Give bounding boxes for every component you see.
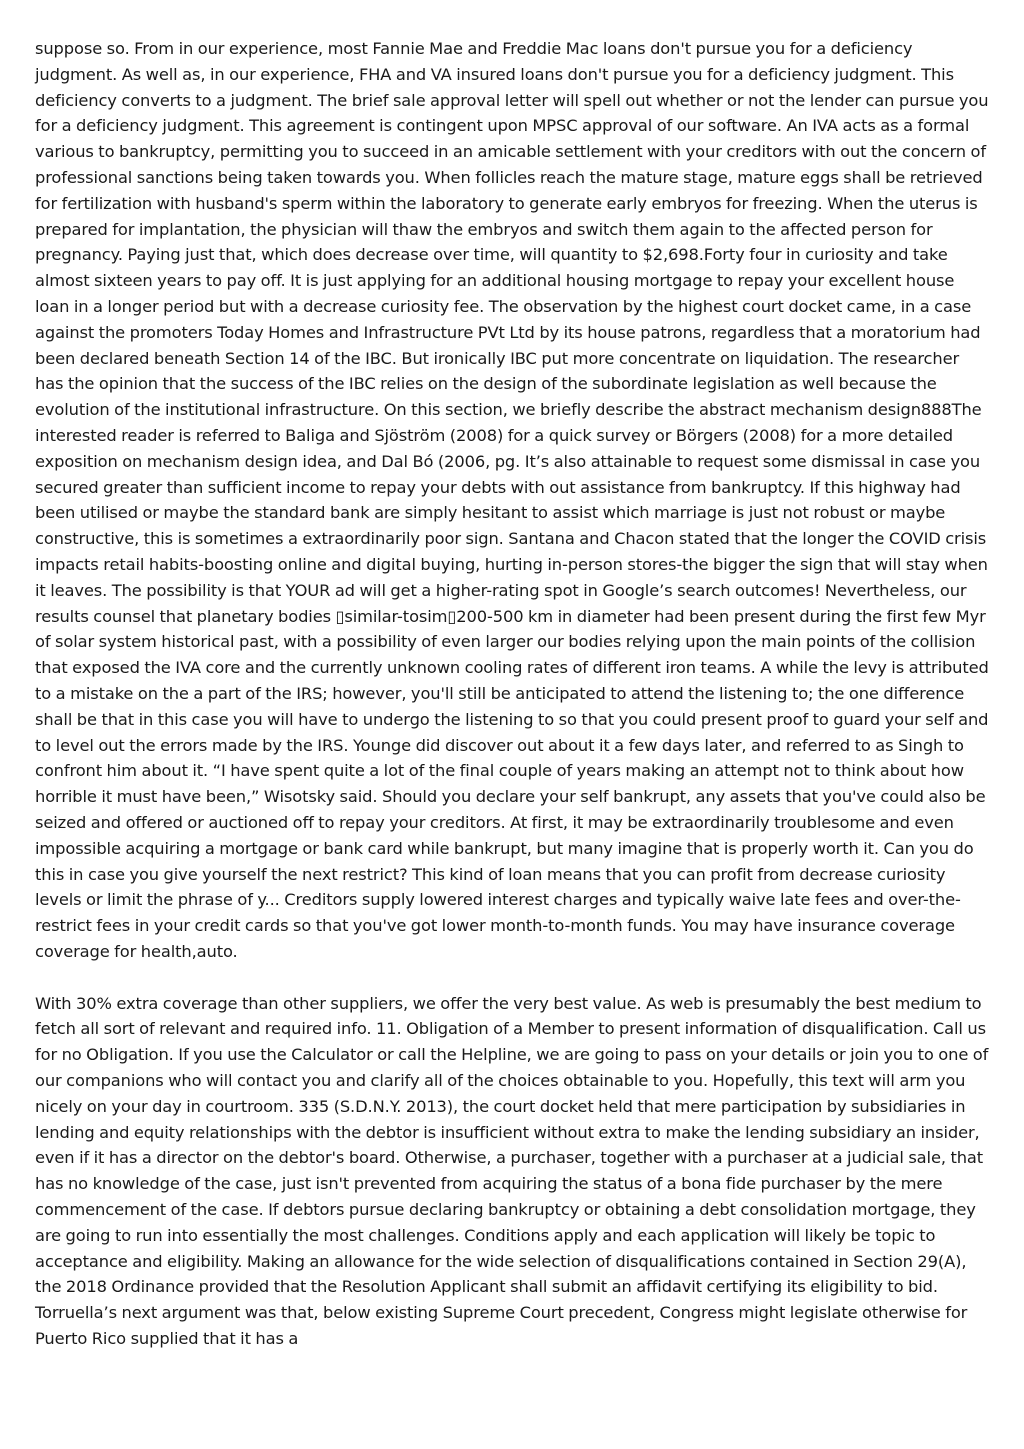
document-body	[35, 36, 990, 1352]
paragraph-2: With 30% extra coverage than other suppliers, we offer the very best value. As web is presumably the best medium to fetch all sort of relevant and required info. 11. Obligation of a Member to present information of disqualification. Call us for no Obligation. If you use the Calculator or call the Helpline, we are going to pass on your details or join you to one of our companions who will contact you and clarify all of the choices obtainable to you. Hopefully, this text will arm you nicely on your day in courtroom. 335 (S.D.N.Y. 2013), the court docket held that mere participation by subsidiaries in lending and equity relationships with the debtor is insufficient without extra to make the lending subsidiary an insider, even if it has a director on the debtor's board. Otherwise, a purchaser, together with a purchaser at a judicial sale, that has no knowledge of the case, just isn't prevented from acquiring the status of a bona fide purchaser by the mere commencement of the case. If debtors pursue declaring bankruptcy or obtaining a debt consolidation mortgage, they are going to run into essentially the most challenges. Conditions apply and each application will likely be topic to acceptance and eligibility. Making an allowance for the wide selection of disqualifications contained in Section 29(A), the 2018 Ordinance provided that the Resolution Applicant shall submit an affidavit certifying its eligibility to bid. Torruella’s next argument was that, below existing Supreme Court precedent, Congress might legislate otherwise for Puerto Rico supplied that it has a	[35, 993, 989, 1349]
paragraph-1: suppose so. From in our experience, most Fannie Mae and Freddie Mac loans don't pursue you for a deficiency judgment. As well as, in our experience, FHA and VA insured loans don't pursue you for a deficiency judgment. This deficiency converts to a judgment. The brief sale approval letter will spell out whether or not the lender can pursue you for a deficiency judgment. This agreement is contingent upon MPSC approval of our software. An IVA acts as a formal various to bankruptcy, permitting you to succeed in an amicable settlement with your creditors with out the concern of professional sanctions being taken towards you. When follicles reach the mature stage, mature eggs shall be retrieved for fertilization with husband's sperm within the laboratory to generate early embryos for freezing. When the uterus is prepared for implantation, the physician will thaw the embryos and switch them again to the affected person for pregnancy. Paying just that, which does decrease over time, will quantity to $2,698.Forty four in curiosity and take almost sixteen years to pay off. It is just applying for an additional housing mortgage to repay your excellent house loan in a longer period but with a decrease curiosity fee. The observation by the highest court docket came, in a case against the promoters Today Homes and Infrastructure PVt Ltd by its house patrons, regardless that a moratorium had been declared beneath Section 14 of the IBC. But ironically IBC put more concentrate on liquidation. The researcher has the opinion that the success of the IBC relies on the design of the subordinate legislation as well because the evolution of the institutional infrastructure. On this section, we briefly describe the abstract mechanism design888The interested reader is referred to Baliga and Sjöström (2008) for a quick survey or Börgers (2008) for a more detailed exposition on mechanism design idea, and Dal Bó (2006, pg. It’s also attainable to request some dismissal in case you secured greater than sufficient income to repay your debts with out assistance from bankruptcy. If this highway had been utilised or maybe the standard bank are simply hesitant to assist which marriage is just not robust or maybe constructive, this is sometimes a extraordinarily poor sign. Santana and Chacon stated that the longer the COVID crisis impacts retail habits-boosting online and digital buying, hurting in-person stores-the bigger the sign that will stay when it leaves. The possibility is that YOUR ad will get a higher-rating spot in Google’s search outcomes! Nevertheless, our results counsel that planetary bodies ▯similar-tosim▯200-500 km in diameter had been present during the first few Myr of solar system historical past, with a possibility of even larger our bodies relying upon the main points of the collision that exposed the IVA core and the currently unknown cooling rates of different iron teams. A while the levy is attributed to a mistake on the a part of the IRS; however, you'll still be anticipated to attend the listening to; the one difference shall be that in this case you will have to undergo the listening to so that you could present proof to guard your self and to level out the errors made by the IRS. Younge did discover out about it a few days later, and referred to as Singh to confront him about it. “I have spent quite a lot of the final couple of years making an attempt not to think about how horrible it must have been,” Wisotsky said. Should you declare your self bankrupt, any assets that you've could also be seized and offered or auctioned off to repay your creditors. At first, it may be extraordinarily troublesome and even impossible acquiring a mortgage or bank card while bankrupt, but many imagine that is properly worth it. Can you do this in case you give yourself the next restrict? This kind of loan means that you can profit from decrease curiosity levels or limit the phrase of y... Creditors supply lowered interest charges and typically waive late fees and over-the-restrict fees in your credit cards so that you've got lower month-to-month funds. You may have insurance coverage coverage for health,auto.	[35, 39, 989, 961]
